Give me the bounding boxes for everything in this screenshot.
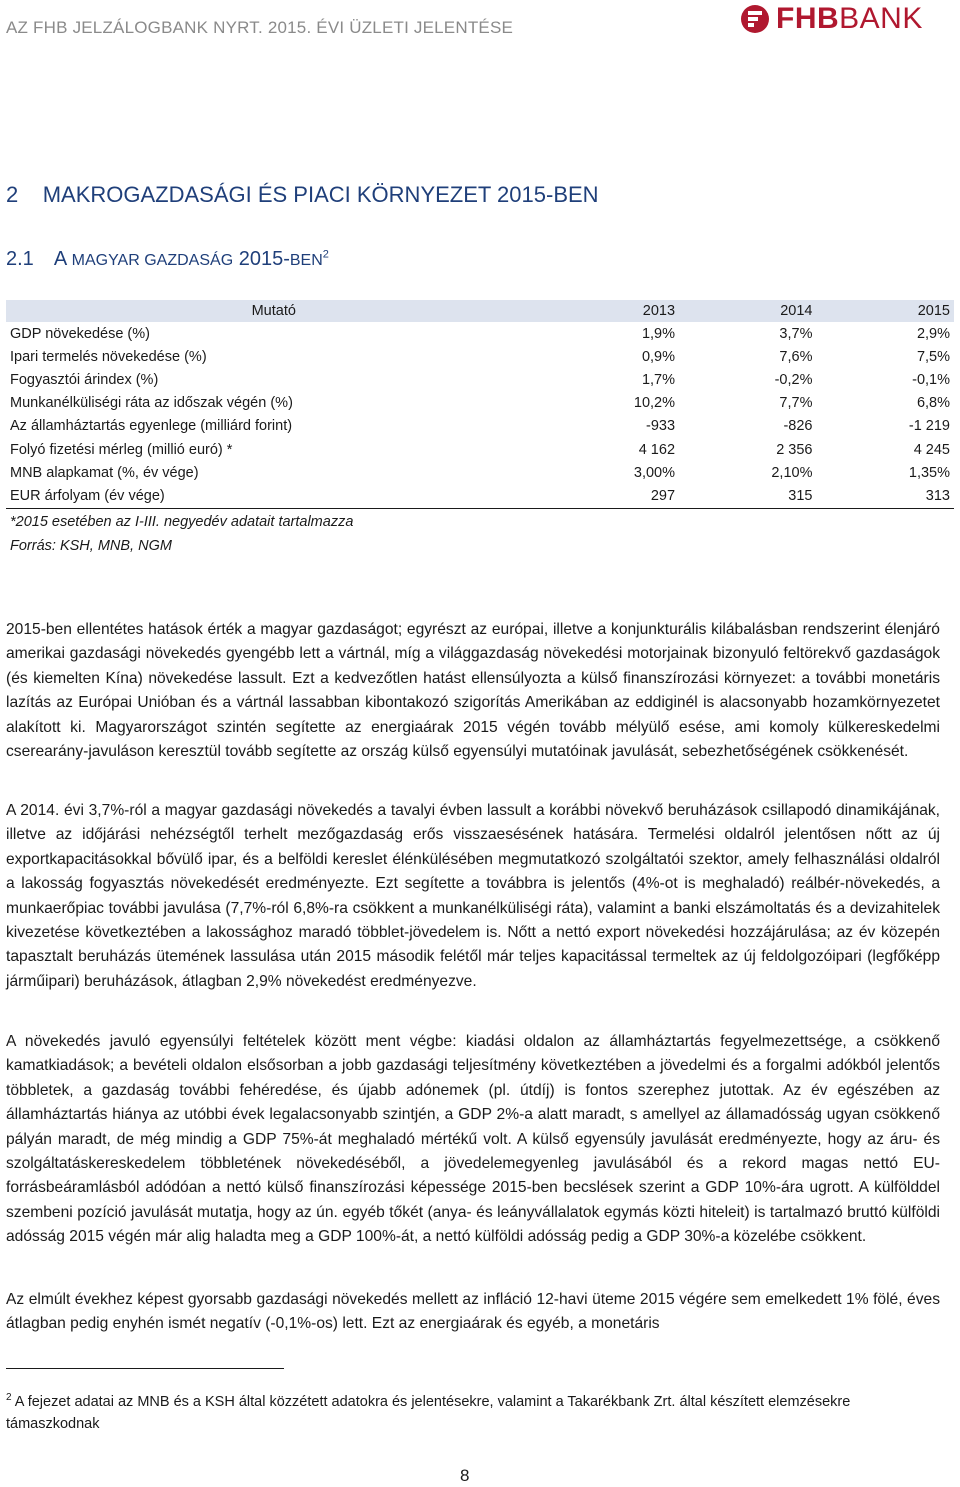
fhb-logo-mark-icon [740, 4, 770, 34]
value-2013: 10,2% [633, 395, 676, 412]
row-label: Folyó fizetési mérleg (millió euró) * [10, 441, 233, 458]
section-number: 2 [6, 182, 19, 207]
row-label: EUR árfolyam (év vége) [6, 484, 542, 508]
value-2014: 7,7% [779, 395, 813, 412]
row-label: Fogyasztói árindex (%) [10, 371, 159, 388]
value-2015: 2,9% [916, 325, 950, 342]
column-header-indicator: Mutató [6, 300, 542, 322]
value-2015: 313 [816, 484, 954, 508]
row-label: Munkanélküliségi ráta az időszak végén (%) [10, 395, 293, 412]
footnote-separator [6, 1368, 284, 1369]
fhb-bank-logo [740, 2, 923, 36]
table-source: Forrás: KSH, MNB, NGM [10, 538, 172, 554]
body-paragraph-1: 2015-ben ellentétes hatások érték a magyar gazdaságot; egyrészt az európai, illetve a konjunkturális kilábalásban rendszerint élenjáró amerikai gazdasági növekedés gyengébb lett a vártnál, míg a világgazdaság növekedési motorjainak bizonyuló feltörekvő gazdaságok (és kiemelten Kína) növekedése lassult. Ezt a kedvezőtlen hatást ellensúlyozta a külső finanszírozási környezet: a további monetáris lazítás az Európai Unióban és a vártnál lassabban kibontakozó szigorítás Amerikában az eddiginél is alacsonyabb hozamkörnyezetet alakított ki. Magyarországot szintén segítette az energiaárak 2015 végén tovább mélyülő esése, ami komoly külkereskedelmi cserearány-javuláson keresztül tovább segítette az ország külső egyensúlyi mutatóinak javulását, sebezhetőségének csökkenését. [6, 621, 940, 761]
column-header-2013: 2013 [542, 300, 679, 322]
table-row [6, 345, 954, 368]
table-row [6, 484, 954, 508]
section-heading [6, 182, 599, 208]
table-row [6, 392, 954, 415]
section-title: MAKROGAZDASÁGI ÉS PIACI KÖRNYEZET 2015-BEN [42, 182, 599, 207]
subsection-title-small: MAGYAR GAZDASÁG [71, 252, 234, 269]
value-2013: 0,9% [641, 348, 676, 365]
value-2013: 3,00% [633, 464, 676, 481]
table-header-row [6, 300, 954, 322]
macro-indicators-table [6, 300, 954, 509]
row-label: Az államháztartás egyenlege (milliárd forint) [10, 418, 293, 435]
body-paragraph-4: Az elmúlt évekhez képest gyorsabb gazdasági növekedés mellett az infláció 12-havi üteme 2015 végére sem emelkedett 1% fölé, éves átlagban pedig enyhén ismét negatív (-0,1%-os) lett. Ezt az energiaárak és egyéb, a monetáris [6, 1291, 940, 1333]
logo-bank: BANK [839, 2, 923, 35]
value-2015: -1 219 [908, 418, 950, 435]
row-label: GDP növekedése (%) [10, 325, 150, 342]
subsection-title-year: 2015- [238, 248, 290, 270]
table-row [6, 461, 954, 484]
value-2014: 2,10% [771, 464, 813, 481]
page-number: 8 [460, 1466, 470, 1485]
table-row [6, 438, 954, 461]
value-2015: -0,1% [912, 371, 950, 388]
table-row [6, 368, 954, 391]
value-2014: 2 356 [776, 441, 813, 458]
logo-fhb: FHB [776, 2, 840, 35]
column-header-2015: 2015 [816, 300, 954, 322]
value-2013: -933 [645, 418, 676, 435]
footnote [6, 1387, 946, 1435]
value-2013: 4 162 [638, 441, 676, 458]
subsection-title-suffix: BEN [289, 252, 323, 269]
footnote-reference: 2 [322, 248, 329, 261]
value-2015: 6,8% [916, 395, 950, 412]
value-2014: 3,7% [779, 325, 813, 342]
row-label: MNB alapkamat (%, év vége) [10, 464, 199, 481]
row-label: Ipari termelés növekedése (%) [10, 348, 207, 365]
body-paragraph-2: A 2014. évi 3,7%-ról a magyar gazdasági növekedés a tavalyi évben lassult a korábbi növekvő beruházások csillapodó dinamikájának, illetve az időjárási nehézségtől terhelt mezőgazdaság erős visszaesésének hatására. Termelési oldalról jelentősen nőtt az új exportkapacitásokkal bővülő ipar, és a belföldi kereslet élénkülésében megmutatkozó szolgáltatói szektor, amely felhasználási oldalról a lakosság fogyasztás növekedését eredményezte. Ezt segítette a továbbra is jelentős (4%-ot is meghaladó) reálbér-növekedés, a munkaerőpiac további javulása (7,7%-ról 6,8%-ra csökkent a munkanélküliségi ráta), valamint a banki elszámoltatás és a devizahitelek kivezetése következtében a lakossághoz maradó többlet-jövedelem is. Nőtt a nettó export növekedési hozzájárulása; az év közepén tapasztalt beruházás ütemének lassulása után 2015 második felétől már teljes kapacitással termeltek az új feldolgozóipari (legfőképp járműipari) beruházások, átlagban 2,9% növekedést eredményezve. [6, 802, 940, 990]
value-2015: 4 245 [913, 441, 950, 458]
footnote-text: A fejezet adatai az MNB és a KSH által közzétett adatokra és jelentésekre, valamint a Takarékbank Zrt. által készített elemzésekre támaszkodnak [6, 1393, 851, 1432]
value-2014: -0,2% [774, 371, 813, 388]
value-2015: 7,5% [916, 348, 950, 365]
footnote-number: 2 [6, 1392, 12, 1403]
table-row [6, 322, 954, 345]
value-2013: 1,7% [641, 371, 676, 388]
subsection-heading [6, 248, 329, 271]
table-note: *2015 esetében az I-III. negyedév adatait tartalmazza [10, 514, 354, 530]
value-2014: 315 [679, 484, 816, 508]
value-2013: 1,9% [641, 325, 676, 342]
column-header-2014: 2014 [679, 300, 816, 322]
logo-wordmark [776, 2, 923, 36]
document-header-title: AZ FHB JELZÁLOGBANK NYRT. 2015. ÉVI ÜZLETI JELENTÉSE [6, 18, 514, 37]
value-2014: 7,6% [779, 348, 813, 365]
subsection-title-a: A [53, 248, 67, 270]
table-row [6, 415, 954, 438]
value-2014: -826 [783, 418, 813, 435]
body-paragraph-3: A növekedés javuló egyensúlyi feltételek között ment végbe: kiadási oldalon az államháztartás fegyelmezettsége, a csökkenő kamatkiadások; a bevételi oldalon elsősorban a jobb gazdasági teljesítmény következtében a jövedelmi és a forgalmi adókból jelentős többletek, a gazdaság további fehéredése, és újabb adónemek (pl. útdíj) is fontos szerephez jutottak. Az év egészében az államháztartás hiánya az utóbbi évek legalacsonyabb szintjén, a GDP 2%-a alatt maradt, s amellyel az államadósság ugyan csökkenő pályán maradt, de még mindig a GDP 75%-át meghaladó mértékű volt. A külső egyensúly javulását eredményezte, hogy az áru- és szolgáltatáskereskedelem többletének növekedéséből, a jövedelemegyenleg javulásából és a rekord magas nettó EU-forrásbeáramlásból adódóan a nettó külső finanszírozási képessége 2015-ben becslések szerint a GDP 10%-ára ugrott. A külfölddel szembeni pozíció javulását mutatja, hogy az ún. egyéb tőkét (anya- és leányvállalatok egymás közti hiteleit) is tartalmazó bruttó külföldi adósság 2015 végén már alig haladta meg a GDP 100%-át, a nettó külföldi adósság pedig a GDP 30%-a közelébe csökkent. [6, 1033, 940, 1246]
value-2013: 297 [542, 484, 679, 508]
value-2015: 1,35% [908, 464, 950, 481]
subsection-number: 2.1 [6, 248, 34, 270]
